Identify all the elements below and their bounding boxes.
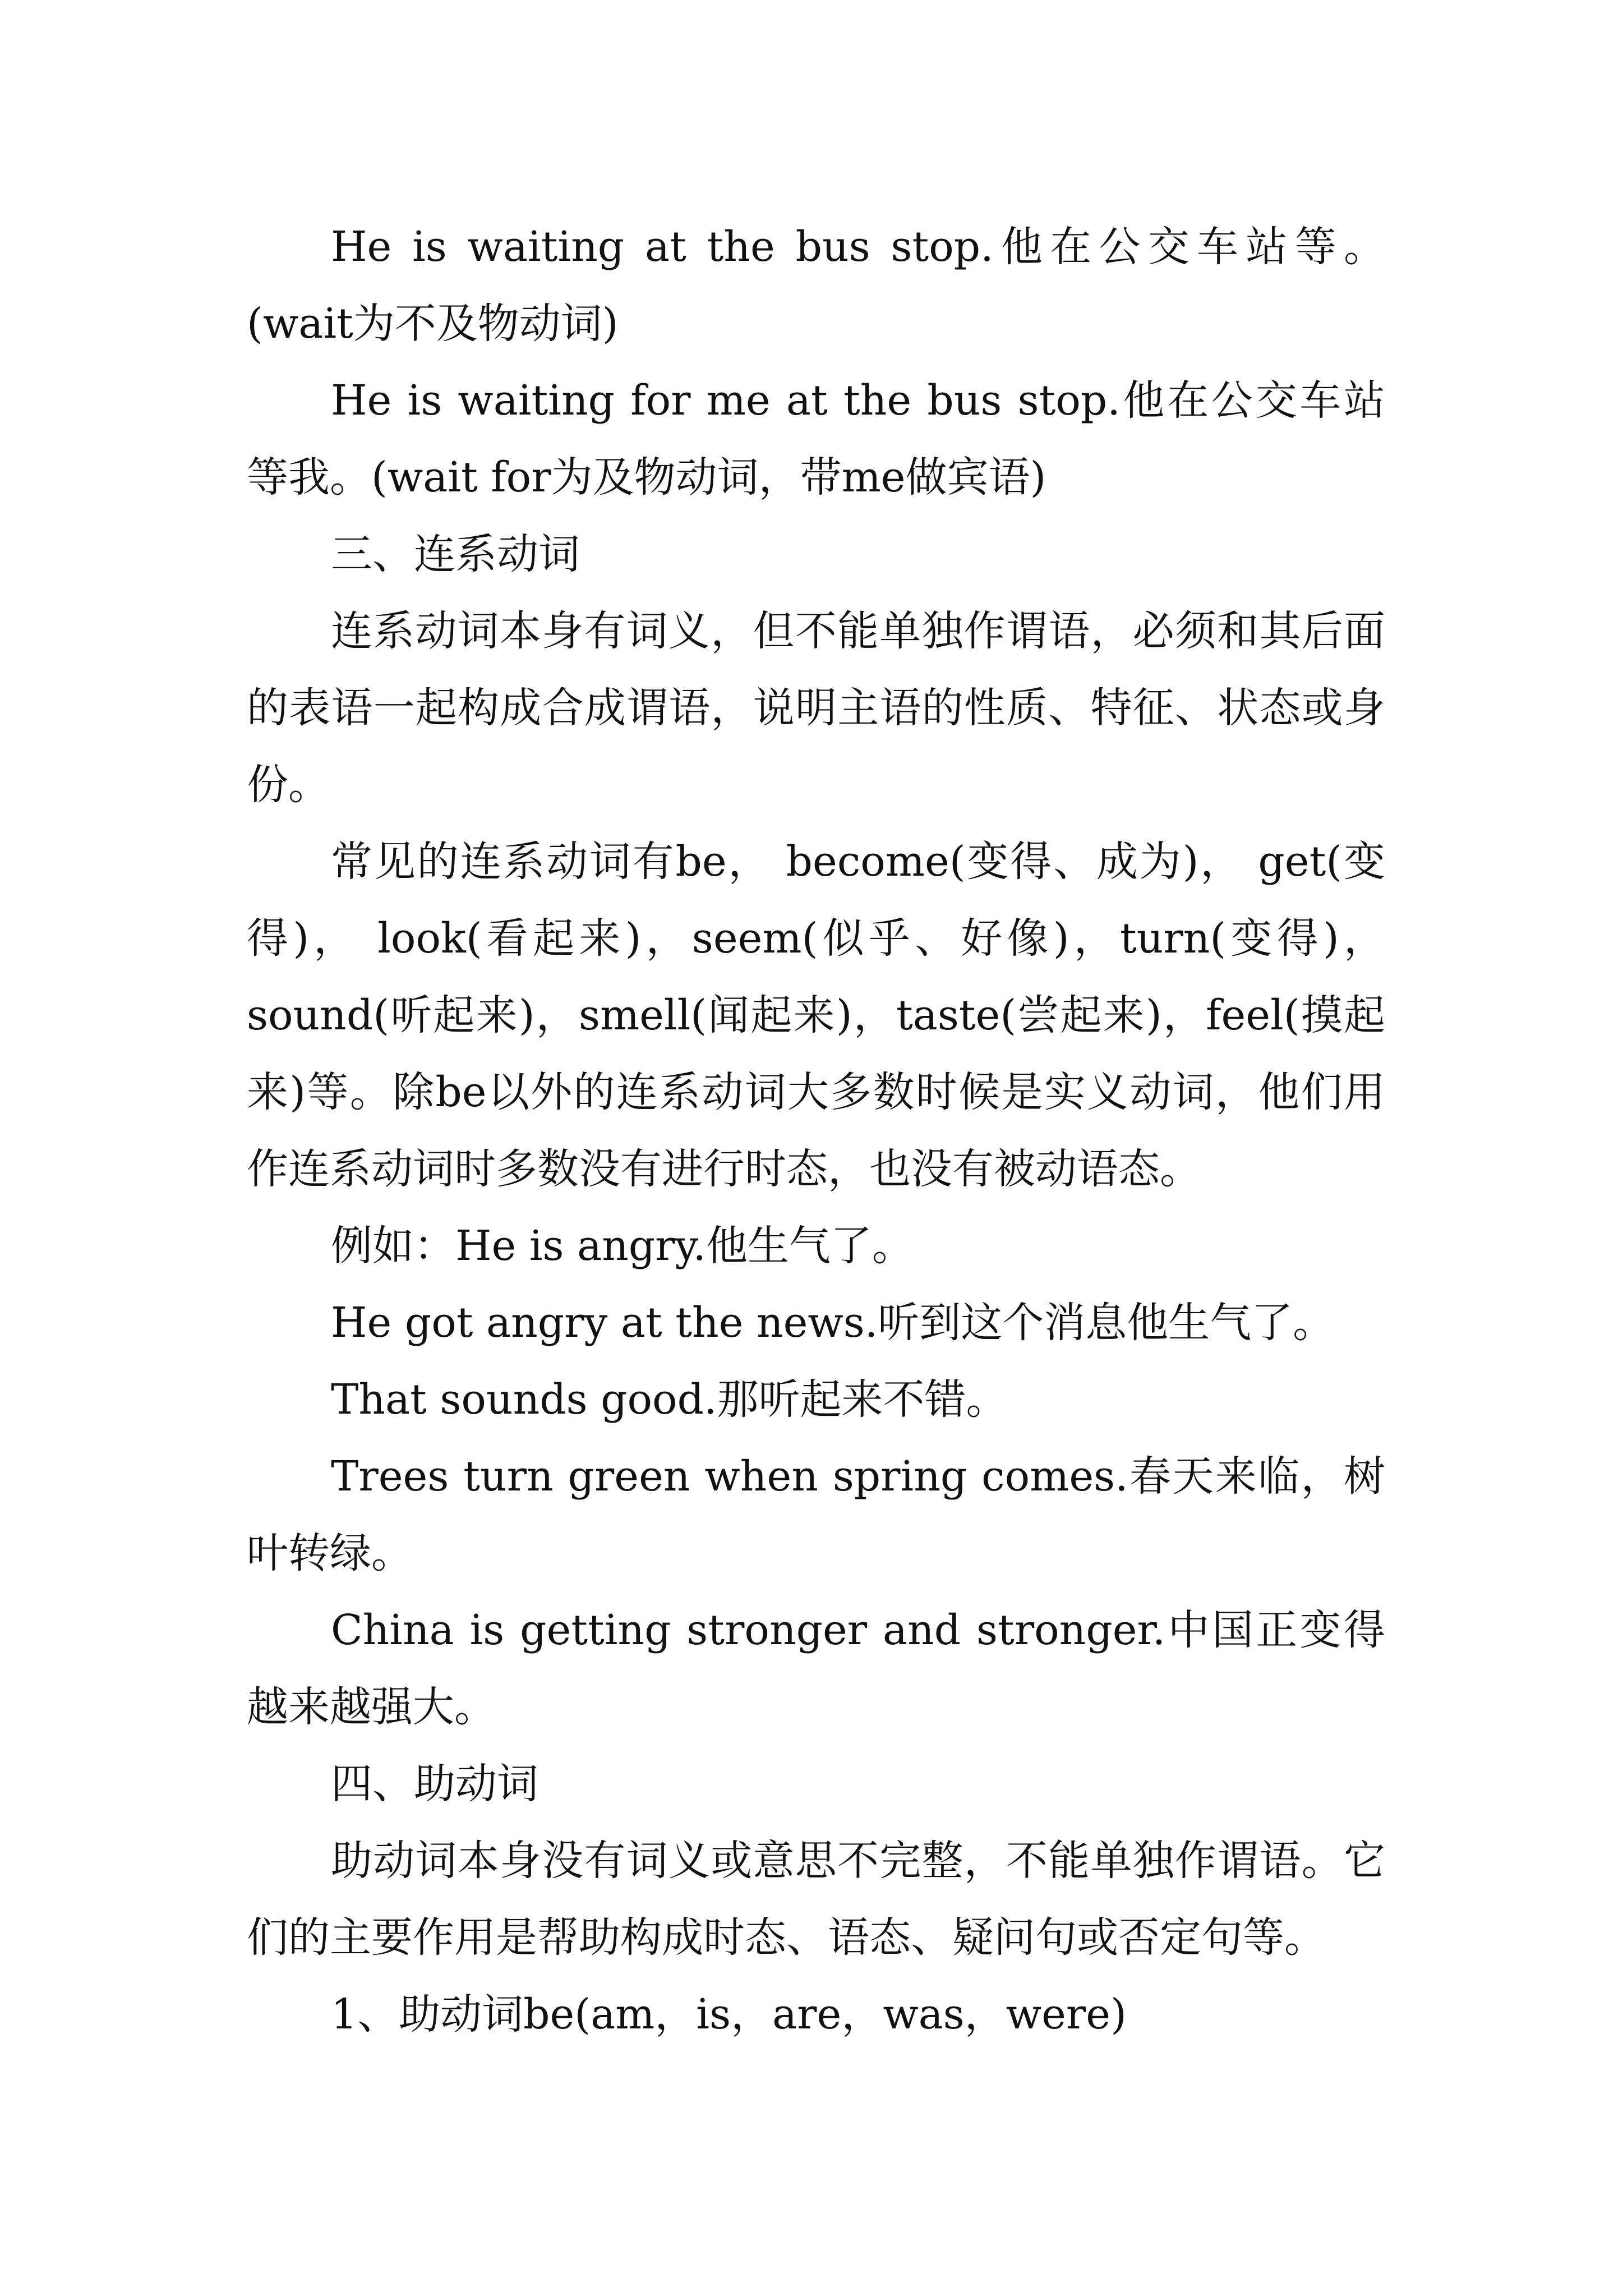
subheading-auxiliary-be: 1、助动词be(am，is，are，was，were)	[331, 1990, 1127, 2039]
section-heading-auxiliary-verbs: 四、助动词	[331, 1760, 538, 1808]
paragraph-wait-intransitive-example: He is waiting at the bus stop.他在公交车站等。(wait为不及物动词)	[247, 223, 1385, 348]
paragraph-wait-for-transitive-example: He is waiting for me at the bus stop.他在公交车站等我。(wait for为及物动词，带me做宾语)	[247, 376, 1385, 501]
example-china-stronger: China is getting stronger and stronger.中国正变得越来越强大。	[247, 1606, 1385, 1731]
paragraph-auxiliary-verb-definition: 助动词本身没有词义或意思不完整，不能单独作谓语。它们的主要作用是帮助构成时态、语态、疑问句或否定句等。	[247, 1837, 1385, 1962]
paragraph-common-linking-verbs: 常见的连系动词有be， become(变得、成为)， get(变得)， look(看起来)，seem(似乎、好像)，turn(变得)，sound(听起来)，smell(闻起来)，taste(尝起来)，feel(摸起来)等。除be以外的连系动词大多数时候是实义动词，他们用作连系动词时多数没有进行时态，也没有被动语态。	[247, 838, 1385, 1193]
section-heading-linking-verbs: 三、连系动词	[331, 530, 580, 578]
example-got-angry: He got angry at the news.听到这个消息他生气了。	[331, 1299, 1335, 1347]
example-he-is-angry: 例如：He is angry.他生气了。	[331, 1222, 914, 1270]
paragraph-linking-verb-definition: 连系动词本身有词义，但不能单独作谓语，必须和其后面的表语一起构成合成谓语，说明主语的性质、特征、状态或身份。	[247, 607, 1385, 809]
example-trees-turn-green: Trees turn green when spring comes.春天来临，树叶转绿。	[247, 1452, 1385, 1577]
document-body	[247, 209, 1385, 2053]
example-sounds-good: That sounds good.那听起来不错。	[331, 1375, 1008, 1424]
